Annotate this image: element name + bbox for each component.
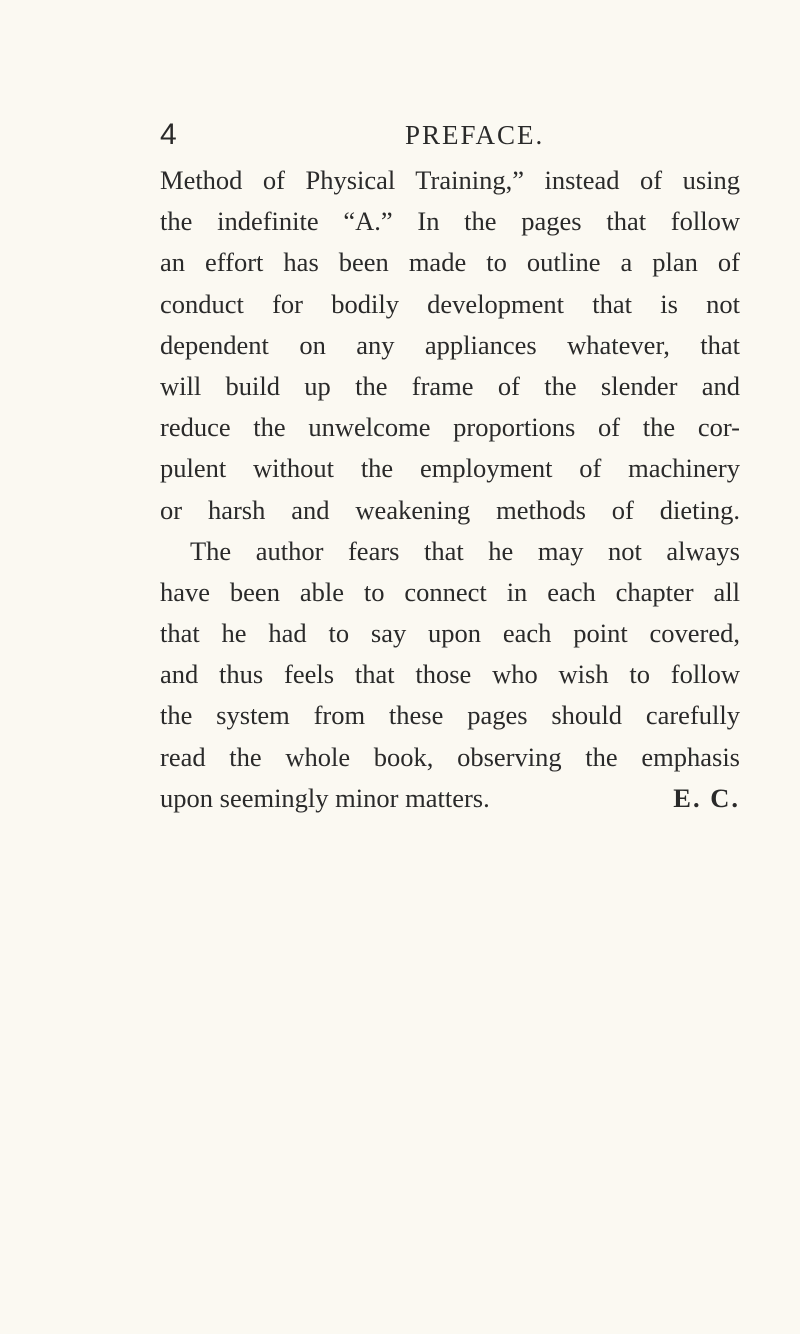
page-number: 4: [160, 118, 177, 151]
text-line: the system from these pages should carefully: [160, 700, 740, 731]
last-line: [160, 778, 740, 819]
text-line: Method of Physical Training,” instead of using: [160, 165, 740, 195]
text-line: reduce the unwelcome proportions of the cor-: [160, 412, 740, 443]
text-line: will build up the frame of the slender and: [160, 370, 740, 401]
author-signature: E. C.: [673, 782, 740, 813]
text-line: have been able to connect in each chapter all: [160, 576, 740, 607]
text-line: and thus feels that those who wish to follow: [160, 659, 740, 690]
text-line-final: upon seemingly minor matters.: [160, 782, 490, 813]
text-line: read the whole book, observing the emphasis: [160, 741, 740, 772]
text-line: or harsh and weakening methods of dieting.: [160, 494, 740, 525]
text-line: an effort has been made to outline a plan of: [160, 247, 740, 278]
running-head: PREFACE.: [405, 120, 545, 150]
text-line: dependent on any appliances whatever, that: [160, 329, 740, 360]
text-line: pulent without the employment of machinery: [160, 453, 740, 484]
text-line: the indefinite “A.” In the pages that follow: [160, 206, 740, 237]
preface-text: [160, 160, 740, 819]
text-line: conduct for bodily development that is not: [160, 288, 740, 319]
page-header: [160, 115, 740, 155]
text-line: that he had to say upon each point covered,: [160, 618, 740, 649]
text-line: The author fears that he may not always: [190, 535, 740, 566]
